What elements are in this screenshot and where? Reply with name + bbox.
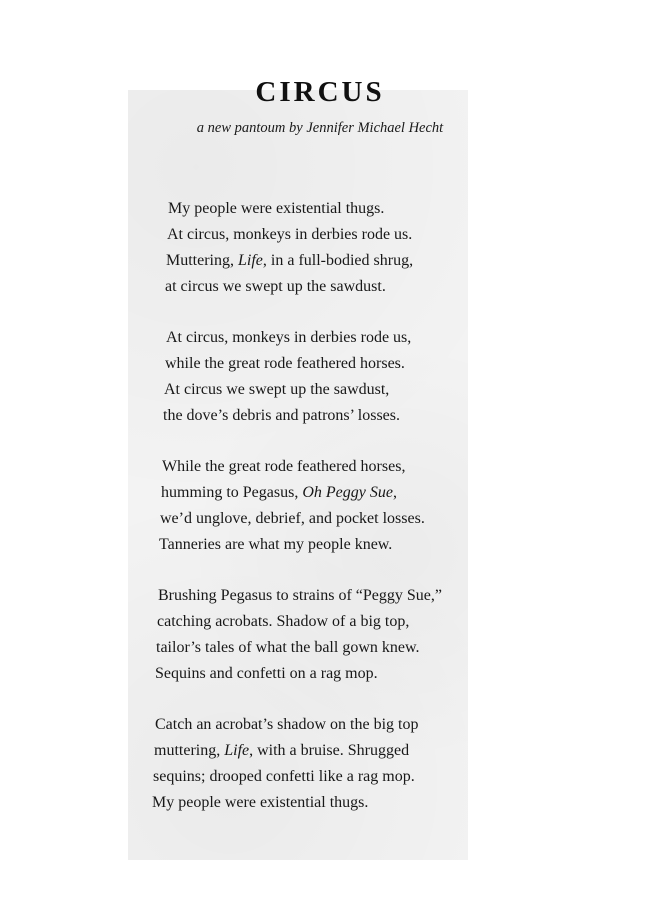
poem-line: Sequins and confetti on a rag mop. (155, 665, 378, 682)
poem-line: tailor’s tales of what the ball gown knew. (156, 639, 420, 656)
stanza (0, 196, 672, 300)
italic-word: Life (224, 742, 250, 759)
poem-line: catching acrobats. Shadow of a big top, (157, 613, 410, 630)
poem-line: Muttering, Life, in a full-bodied shrug, (166, 252, 414, 269)
poem-line: At circus, monkeys in derbies rode us, (166, 329, 412, 346)
poem-title: CIRCUS (255, 76, 385, 108)
poem-line: humming to Pegasus, Oh Peggy Sue, (161, 484, 397, 501)
poem-line: sequins; drooped confetti like a rag mop. (153, 768, 415, 785)
italic-word: Oh Peggy Sue (302, 484, 393, 501)
poem-line: My people were existential thugs. (168, 200, 385, 217)
italic-word: Life (238, 252, 263, 269)
poem-line: at circus we swept up the sawdust. (165, 278, 386, 295)
poem-line: while the great rode feathered horses. (165, 355, 405, 372)
poem-line: My people were existential thugs. (152, 794, 369, 811)
stanza (0, 454, 672, 558)
poem-line: Tanneries are what my people knew. (159, 536, 393, 553)
poem-line: At circus, monkeys in derbies rode us. (167, 226, 413, 243)
poem-line: Brushing Pegasus to strains of “Peggy Sue,” (158, 587, 442, 604)
poem-line: While the great rode feathered horses, (162, 458, 406, 475)
poem-line: we’d unglove, debrief, and pocket losses. (160, 510, 425, 527)
poem-line: At circus we swept up the sawdust, (164, 381, 390, 398)
stanza (0, 583, 672, 687)
poem-body (0, 196, 672, 841)
poem-line: Catch an acrobat’s shadow on the big top (155, 716, 419, 733)
poem-byline: a new pantoum by Jennifer Michael Hecht (196, 120, 444, 136)
stanza (0, 325, 672, 429)
poem-line: the dove’s debris and patrons’ losses. (163, 407, 400, 424)
stanza (0, 712, 672, 816)
poem-line: muttering, Life, with a bruise. Shrugged (154, 742, 410, 759)
